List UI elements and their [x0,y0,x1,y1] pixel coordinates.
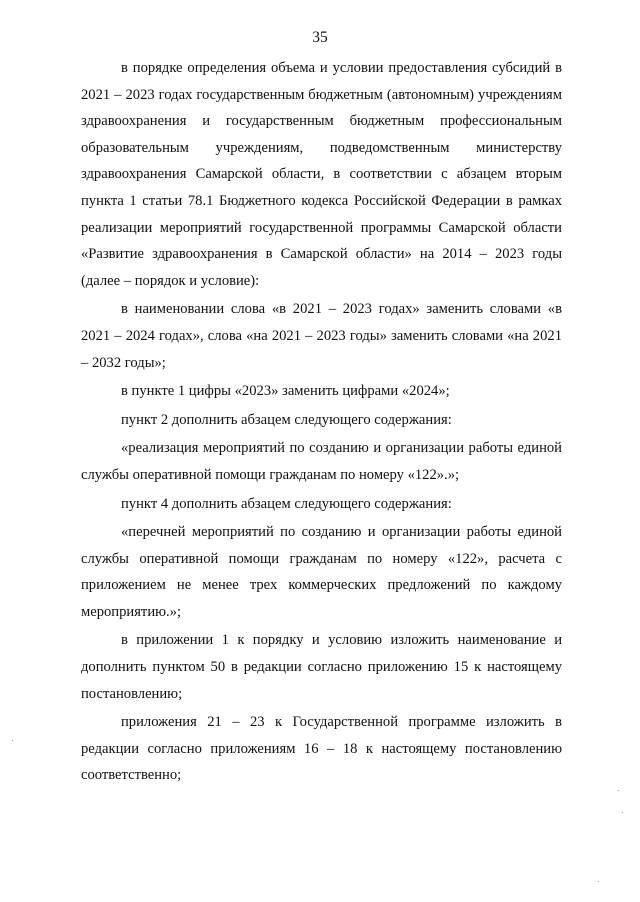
paragraph-point-4-addition: «перечней мероприятий по созданию и организации работы единой службы оперативной помощи гражданам по номеру «122», расчета с приложением не менее трех коммерческих предложений по каждому мероприятию.»; [81,524,562,620]
paragraph-point-2-addition: «реализация мероприятий по созданию и организации работы единой службы оперативной помощи гражданам по номеру «122».»; [81,440,562,483]
document-body [81,55,562,789]
paragraph-procedure-title: в порядке определения объема и условии предоставления субсидий в 2021 – 2023 годах государственным бюджетным (автономным) учреждениям здравоохранения и государственным бюджетным профессиональным образовательным учреждениям, подведомственным министерству здравоохранения Самарской области, в соответствии с абзацем вторым пункта 1 статьи 78.1 Бюджетного кодекса Российской Федерации в рамках реализации мероприятий государственной программы Самарской области «Развитие здравоохранения в Самарской области» на 2014 – 2023 годы (далее – порядок и условие): [81,60,562,289]
page-number: 35 [312,29,328,46]
paragraph-appendices-21-23: приложения 21 – 23 к Государственной программе изложить в редакции согласно приложениям 16 – 18 к настоящему постановлению соответственно; [81,714,562,784]
paragraph-point-1: в пункте 1 цифры «2023» заменить цифрами «2024»; [121,383,450,400]
paragraph-point-4: пункт 4 дополнить абзацем следующего содержания: [121,495,452,512]
scan-speck [598,881,599,882]
paragraph-appendix-1: в приложении 1 к порядку и условию изложить наименование и дополнить пунктом 50 в редакции согласно приложению 15 к настоящему постановлению; [81,632,562,702]
scan-speck [618,790,619,791]
scan-speck [622,812,623,813]
paragraph-point-2: пункт 2 дополнить абзацем следующего содержания: [121,411,452,428]
paragraph-name-replacement: в наименовании слова «в 2021 – 2023 годах» заменить словами «в 2021 – 2024 годах», слова «на 2021 – 2023 годы» заменить словами «на 2021 – 2032 годы»; [81,301,562,371]
scan-speck [12,740,13,741]
